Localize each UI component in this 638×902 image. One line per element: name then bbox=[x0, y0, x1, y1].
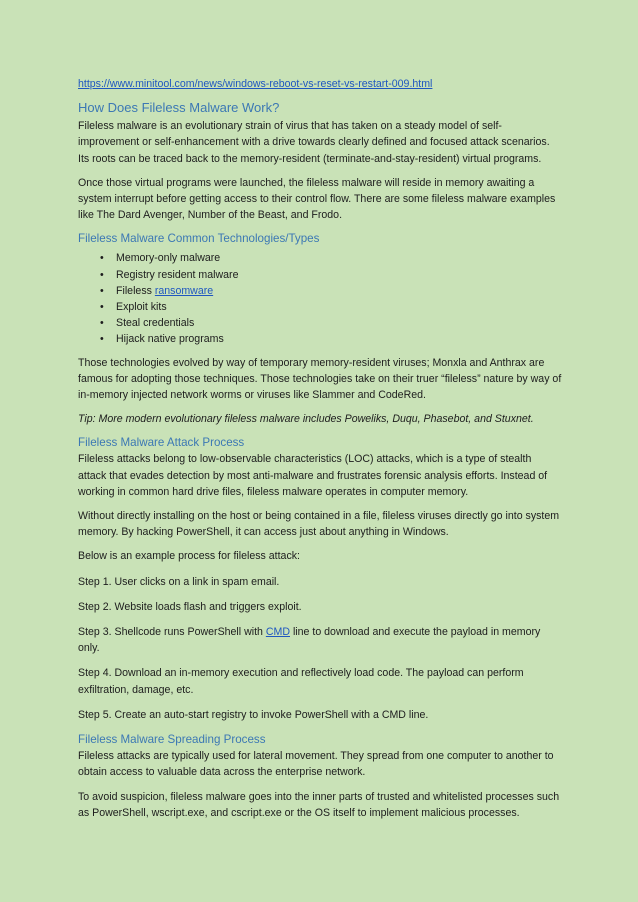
paragraph: Fileless attacks belong to low-observable characteristics (LOC) attacks, which is a type of stealth attack that evades detection by most anti-malware and frustrates forensic analysis efforts. Instead of working in common hard drive files, fileless malware operates in computer memory. bbox=[78, 453, 548, 498]
cmd-link[interactable]: CMD bbox=[265, 626, 290, 639]
bullet-icon: • bbox=[100, 333, 104, 346]
step-3-text-end: line to download and execute the payload in memory only. bbox=[78, 626, 541, 655]
paragraph: Without directly installing on the host or being contained in a file, fileless viruses directly go into system memory. By hacking PowerShell, it can access just about anything in Windows. bbox=[78, 510, 560, 539]
paragraph: Once those virtual programs were launched, the fileless malware will reside in memory awaiting a system interrupt before getting access to their control flow. There are some fileless malware examples like The Dard Avenger, Number of the Beast, and Frodo. bbox=[78, 176, 556, 222]
step-2: Step 2. Website loads flash and triggers exploit. bbox=[78, 600, 302, 613]
step-5: Step 5. Create an auto-start registry to invoke PowerShell with a CMD line. bbox=[78, 708, 429, 721]
heading-technologies: Fileless Malware Common Technologies/Types bbox=[78, 232, 320, 246]
bullet-icon: • bbox=[100, 301, 104, 314]
list-item bbox=[100, 267, 562, 283]
bullet-icon: • bbox=[100, 317, 104, 330]
paragraph: To avoid suspicion, fileless malware goes into the inner parts of trusted and whitelisted processes such as PowerShell, wscript.exe, and cscript.exe or the OS itself to implement malicious processes. bbox=[78, 790, 560, 819]
list-item bbox=[100, 283, 562, 299]
list-item-text: Registry resident malware bbox=[116, 268, 239, 281]
paragraph: Below is an example process for fileless attack: bbox=[78, 550, 300, 563]
bullet-icon: • bbox=[100, 284, 104, 297]
list-item bbox=[100, 315, 562, 331]
bullet-icon: • bbox=[100, 268, 104, 281]
list-item-text: Steal credentials bbox=[116, 317, 195, 330]
step-4: Step 4. Download an in-memory execution and reflectively load code. The payload can perform exfiltration, damage, etc. bbox=[78, 667, 524, 696]
heading-spreading-process: Fileless Malware Spreading Process bbox=[78, 733, 266, 747]
technology-list bbox=[78, 250, 562, 347]
list-item-text: Memory-only malware bbox=[116, 252, 221, 265]
paragraph: Those technologies evolved by way of temporary memory-resident viruses; Monxla and Anthrax are famous for adopting those techniques. Those technologies take on their truer “fileless” nature by way of in-memory injected network worms or viruses like Slammer and CodeRed. bbox=[78, 356, 562, 402]
heading-how-it-works: How Does Fileless Malware Work? bbox=[78, 100, 280, 116]
step-1: Step 1. User clicks on a link in spam email. bbox=[78, 575, 280, 588]
paragraph: Fileless malware is an evolutionary strain of virus that has taken on a steady model of self-improvement or self-enhancement with a drive towards clearly defined and focused attack scenarios. Its roots can be traced back to the memory-resident (terminate-and-stay-resident) virtual programs. bbox=[78, 120, 550, 165]
list-item bbox=[100, 250, 562, 266]
heading-attack-process: Fileless Malware Attack Process bbox=[78, 436, 245, 450]
list-item bbox=[100, 299, 562, 315]
list-item bbox=[100, 331, 562, 347]
list-item-text: Hijack native programs bbox=[116, 333, 224, 346]
document-body bbox=[78, 76, 562, 829]
reference-link[interactable]: https://www.minitool.com/news/windows-reboot-vs-reset-vs-restart-009.html bbox=[78, 78, 433, 90]
step-3-text: Step 3. Shellcode runs PowerShell with bbox=[78, 626, 266, 639]
step-3 bbox=[78, 624, 562, 656]
tip-paragraph: Tip: More modern evolutionary fileless malware includes Poweliks, Duqu, Phasebot, and Stuxnet. bbox=[78, 413, 534, 426]
paragraph: Fileless attacks are typically used for lateral movement. They spread from one computer to another to obtain access to valuable data across the enterprise network. bbox=[78, 750, 554, 779]
list-item-text: Fileless bbox=[116, 284, 155, 297]
ransomware-link[interactable]: ransomware bbox=[154, 284, 214, 297]
bullet-icon: • bbox=[100, 252, 104, 265]
list-item-text: Exploit kits bbox=[116, 301, 167, 314]
